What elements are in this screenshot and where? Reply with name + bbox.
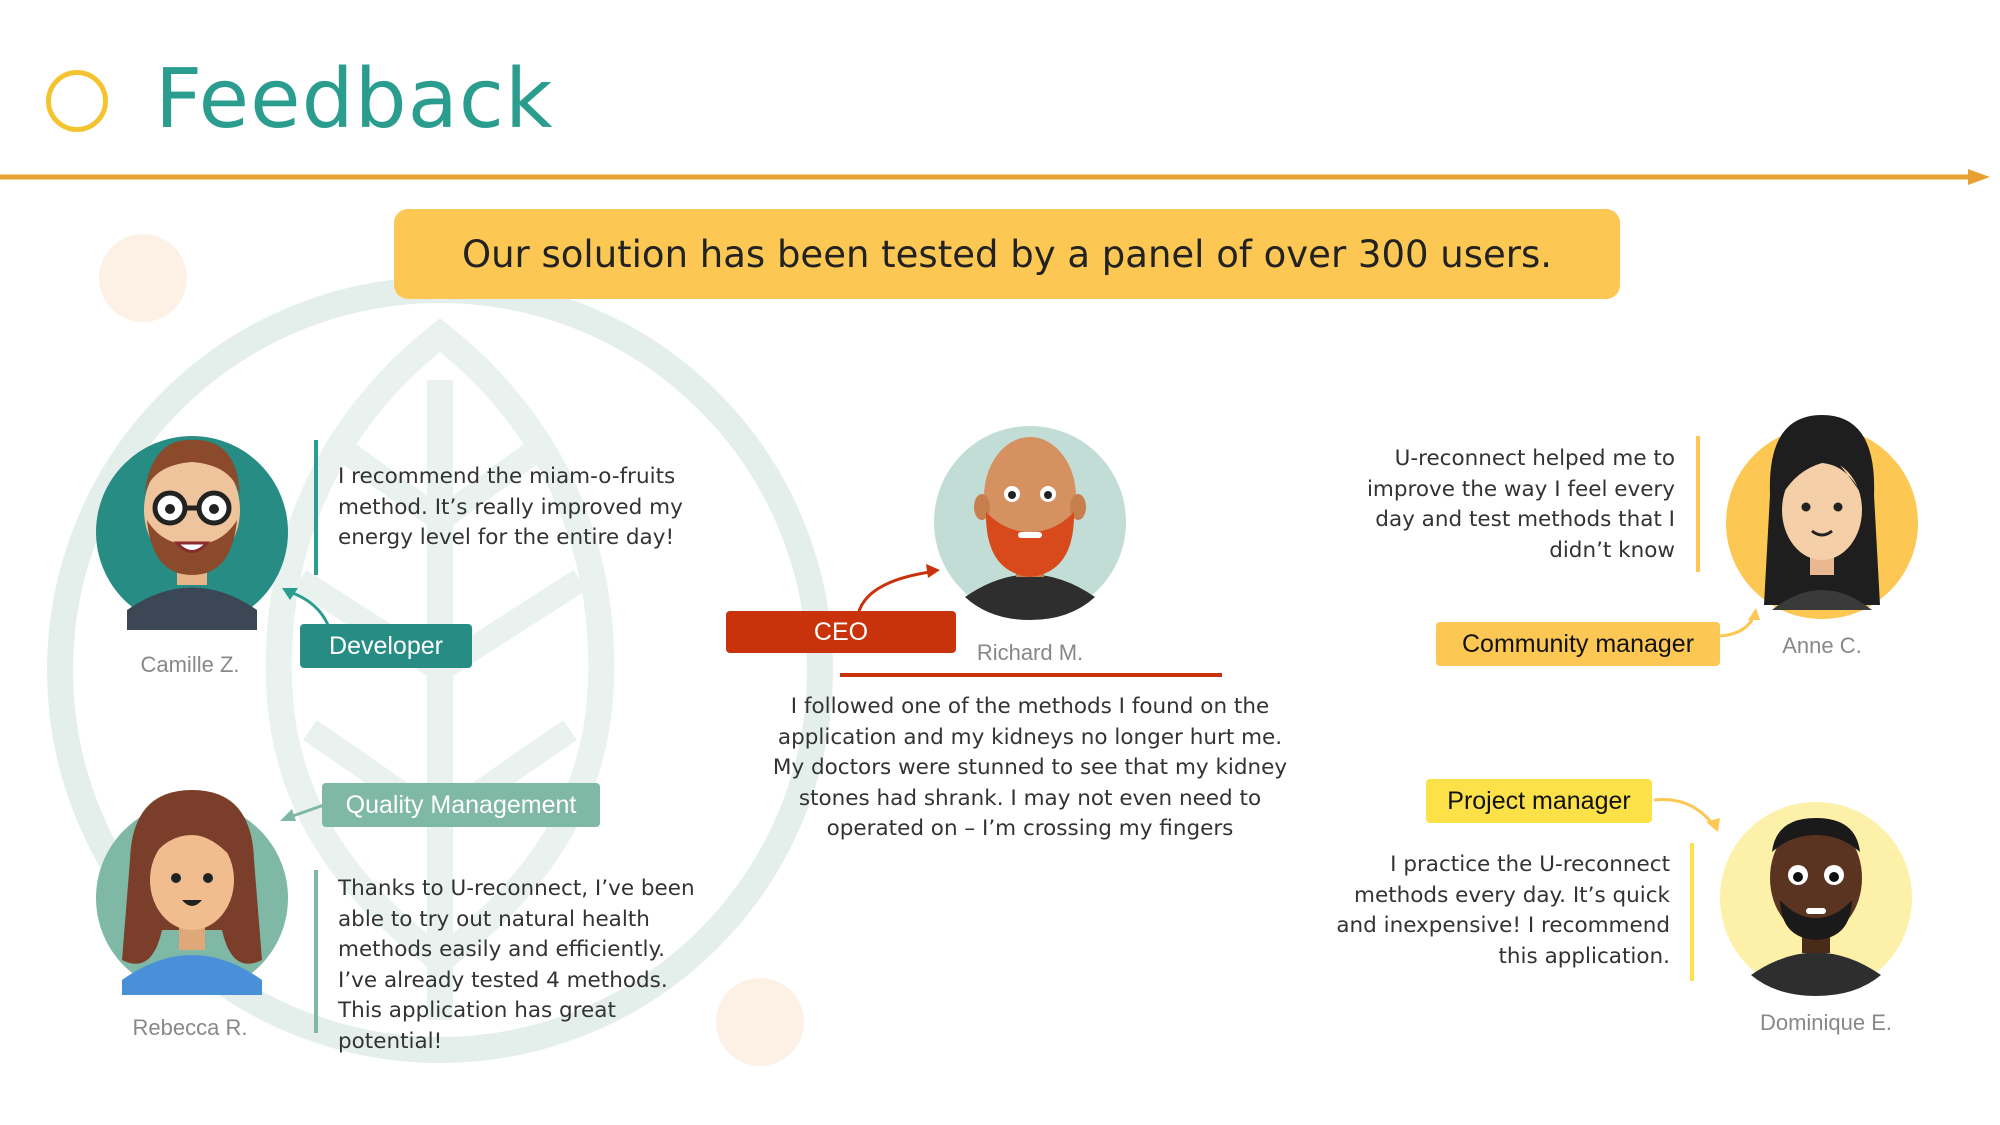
page-title: Feedback [155, 52, 554, 147]
role-tag-ceo: CEO [726, 611, 956, 653]
role-tag-quality-management: Quality Management [322, 783, 600, 827]
quote-bar [1690, 843, 1694, 981]
testimonial-name-richard: Richard M. [976, 640, 1084, 665]
ceo-avatar-icon [930, 412, 1130, 622]
testimonial-quote-dominique: I practice the U-reconnect methods every day. It’s quick and inexpensive! I recommend this application. [1336, 852, 1670, 969]
developer-pointer-arrow [278, 580, 338, 630]
header-arrow-line [0, 168, 2000, 188]
quality-pointer-arrow [278, 795, 328, 825]
testimonial-name-anne: Anne C. [1782, 633, 1862, 658]
testimonial-quote-anne: U-reconnect helped me to improve the way I feel every day and test methods that I didn’t know [1366, 446, 1675, 563]
summary-banner: Our solution has been tested by a panel of over 300 users. [394, 209, 1620, 299]
developer-avatar-icon [92, 410, 292, 630]
project-avatar-icon [1716, 790, 1916, 1000]
role-tag-developer: Developer [300, 624, 472, 668]
testimonial-quote-rebecca: Thanks to U-reconnect, I’ve been able to try out natural health methods easily and efficiently. I’ve already tested 4 methods. This application has great potential! [338, 876, 695, 1054]
role-tag-project-manager: Project manager [1426, 779, 1652, 823]
title-circle-icon [46, 70, 108, 132]
testimonial-quote-richard: I followed one of the methods I found on the application and my kidneys no longer hurt me. My doctors were stunned to see that my kidney stones had shrank. I may not even need to operated on – I’m crossing my fingers [772, 694, 1288, 841]
quality-avatar-icon [92, 780, 292, 1000]
testimonial-name-camille: Camille Z. [140, 652, 240, 677]
quote-bar [314, 440, 318, 575]
community-avatar-icon [1722, 405, 1922, 620]
project-pointer-arrow [1652, 790, 1722, 835]
quote-bar [314, 870, 318, 1033]
quote-bar [1696, 436, 1700, 572]
testimonial-quote-camille: I recommend the miam-o-fruits method. It’s really improved my energy level for the entire day! [338, 464, 683, 550]
role-tag-community-manager: Community manager [1436, 622, 1720, 666]
testimonial-name-dominique: Dominique E. [1759, 1010, 1893, 1035]
quote-underline [840, 673, 1222, 677]
testimonial-name-rebecca: Rebecca R. [132, 1015, 248, 1040]
